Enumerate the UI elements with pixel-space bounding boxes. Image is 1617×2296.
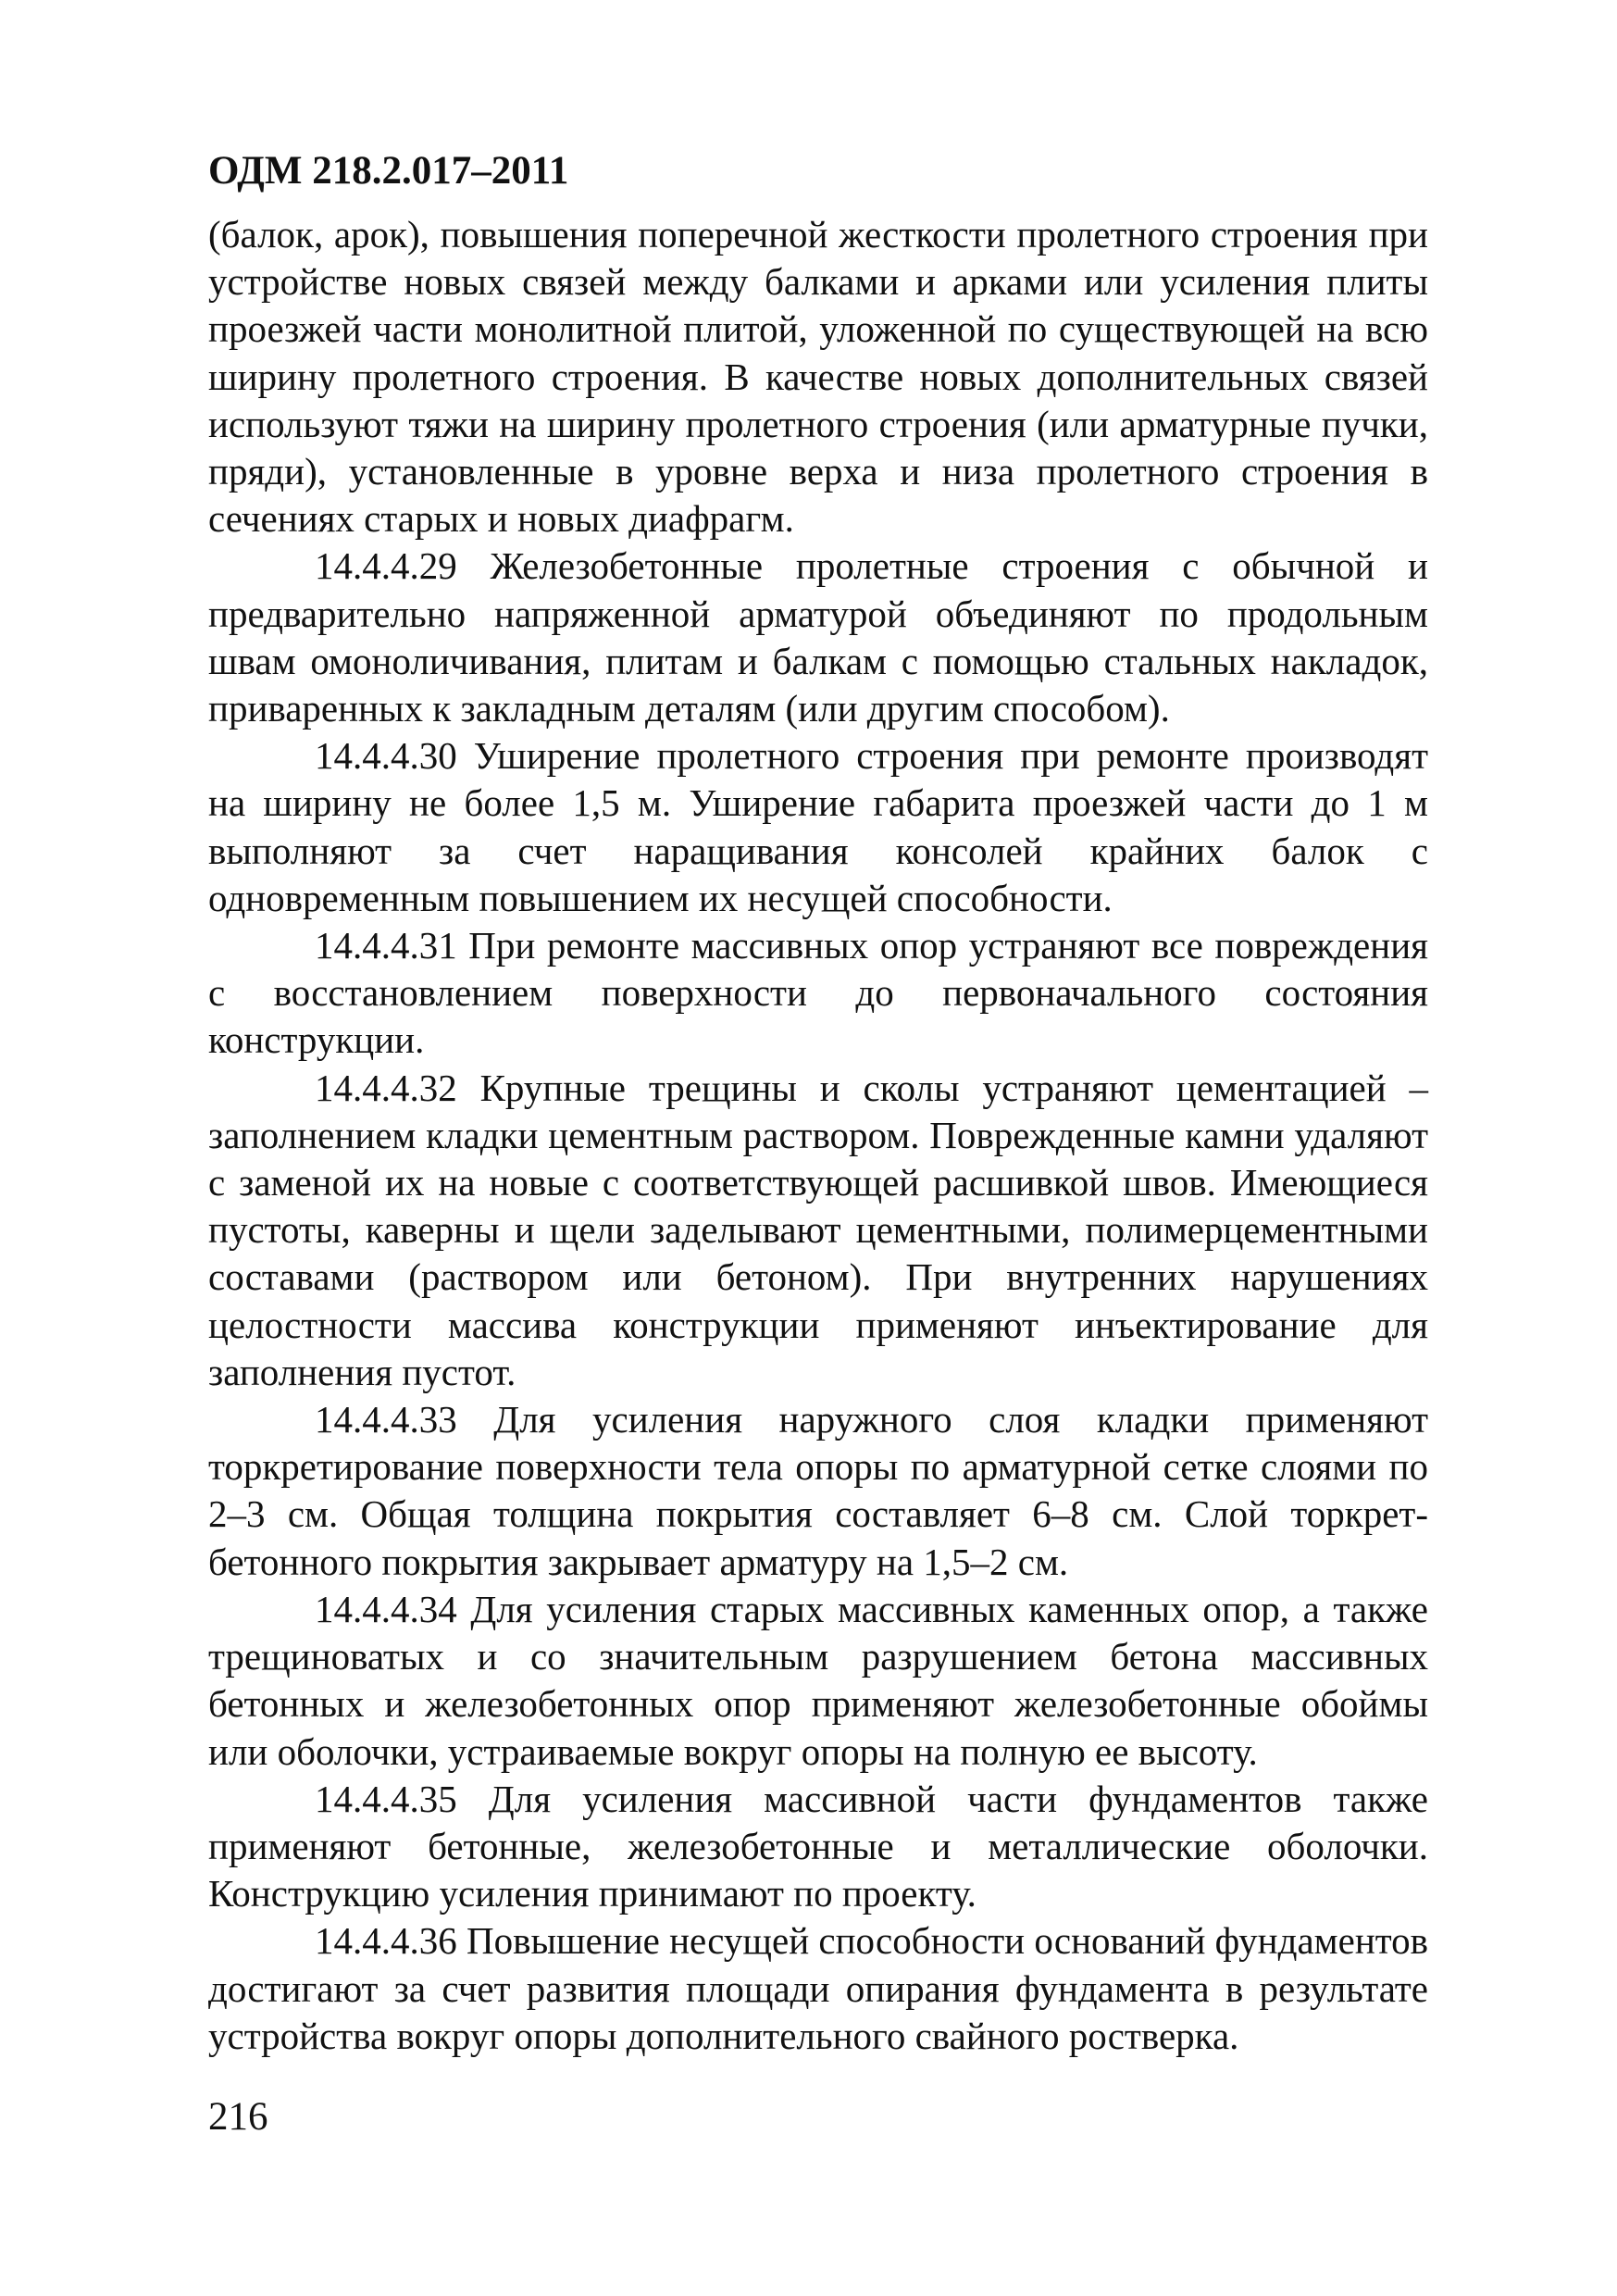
paragraph-continuation: (балок, арок), повышения поперечной жесткости пролетного строения при устройстве новых связей между балками и арками или усиления плиты проезжей части монолитной плитой, уложенной по существующей на всю ширину пролетного строения. В качестве новых дополнительных связей используют тяжи на ширину пролетного строения (или арматурные пучки, пряди), установленные в уровне верха и низа пролетного строения в сечениях старых и новых диафрагм. — [208, 213, 1428, 541]
document-header: ОДМ 218.2.017–2011 — [208, 149, 569, 193]
paragraph-14-4-4-30: 14.4.4.30 Уширение пролетного строения при ремонте производят на ширину не более 1,5 м. Уширение габарита проезжей части до 1 м выполняют за счет наращивания консолей крайних балок с одновременным повышением их несущей способности. — [208, 734, 1428, 919]
paragraph-14-4-4-29: 14.4.4.29 Железобетонные пролетные строения с обычной и предварительно напряженной арматурой объединяют по продольным швам омоноличивания, плитам и балкам с помощью стальных накладок, приваренных к закладным деталям (или другим способом). — [208, 544, 1428, 730]
paragraph-14-4-4-33: 14.4.4.33 Для усиления наружного слоя кладки применяют торкретирование поверхности тела опоры по арматурной сетке слоями по 2–3 см. Общая толщина покрытия составляет 6–8 см. Слой торкретбетонного покрытия закрывает арматуру на 1,5–2 см. — [208, 1398, 1428, 1583]
paragraph-14-4-4-31: 14.4.4.31 При ремонте массивных опор устраняют все повреждения с восстановлением поверхности до первоначального состояния конструкции. — [208, 924, 1428, 1062]
page-number: 216 — [208, 2095, 268, 2139]
paragraph-14-4-4-36: 14.4.4.36 Повышение несущей способности оснований фундаментов достигают за счет развития площади опирания фундамента в результате устройства вокруг опоры дополнительного свайного ростверка. — [208, 1919, 1428, 2057]
paragraph-14-4-4-34: 14.4.4.34 Для усиления старых массивных каменных опор, а также трещиноватых и со значительным разрушением бетона массивных бетонных и железобетонных опор применяют железобетонные обоймы или оболочки, устраиваемые вокруг опоры на полную ее высоту. — [208, 1587, 1428, 1773]
document-body — [208, 211, 1428, 2060]
paragraph-14-4-4-35: 14.4.4.35 Для усиления массивной части фундаментов также применяют бетонные, железобетонные и металлические оболочки. Конструкцию усиления принимают по проекту. — [208, 1777, 1428, 1915]
paragraph-14-4-4-32: 14.4.4.32 Крупные трещины и сколы устраняют цементацией – заполнением кладки цементным раствором. Поврежденные камни удаляют с заменой их на новые с соответствующей расшивкой швов. Имеющиеся пустоты, каверны и щели заделывают цементными, полимерцементными составами (раствором или бетоном). При внутренних нарушениях целостности массива конструкции применяют инъектирование для заполнения пустот. — [208, 1066, 1428, 1393]
